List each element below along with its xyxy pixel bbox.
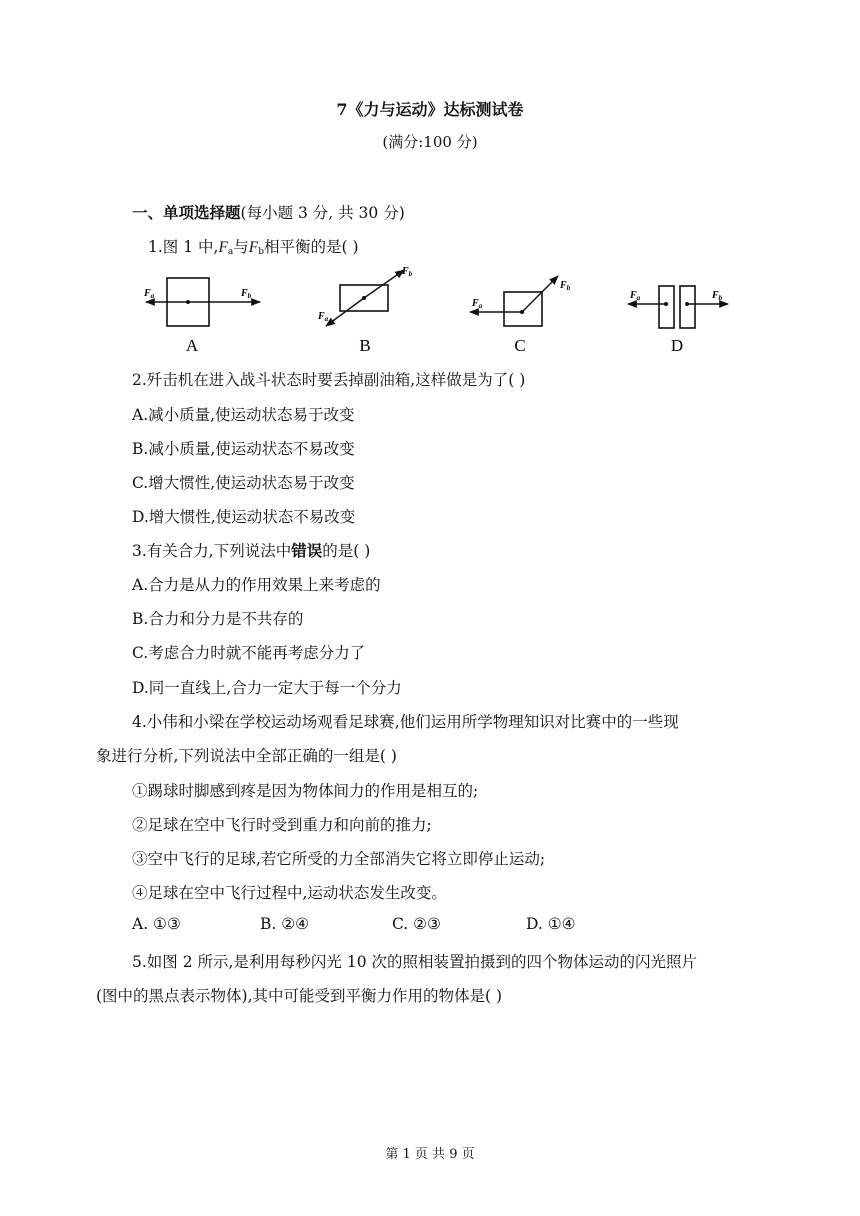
svg-text:Fb: $F_b$ (712, 290, 723, 302)
section-heading-text: 一、单项选择题 (132, 203, 241, 222)
question-2-stem: 2.歼击机在进入战斗状态时要丢掉副油箱,这样做是为了( ) (132, 371, 526, 389)
q3-option-d: D.同一直线上,合力一定大于每一个分力 (132, 679, 402, 697)
figure-label-d: D (670, 336, 684, 355)
q4-statement-2: ②足球在空中飞行时受到重力和向前的推力; (132, 816, 432, 834)
q2-option-c: C.增大惯性,使运动状态易于改变 (132, 474, 355, 492)
q2-option-a: A.减小质量,使运动状态易于改变 (132, 406, 355, 424)
figure-option-c (470, 276, 571, 355)
q2-option-d: D.增大惯性,使运动状态不易改变 (132, 508, 356, 526)
q4-choice-d: D. ①④ (526, 915, 576, 933)
figure-option-a (143, 278, 260, 355)
q3-option-a: A.合力是从力的作用效果上来考虑的 (132, 576, 381, 594)
q3-stem-emphasis: 错误 (291, 541, 323, 560)
question-5-stem-line2: (图中的黑点表示物体),其中可能受到平衡力作用的物体是( ) (96, 987, 503, 1005)
arrow-fb-b (364, 270, 404, 298)
page-footer: 第 1 页 共 9 页 (385, 1147, 475, 1162)
point-a (186, 300, 190, 304)
q1-fa-sub: a (227, 247, 234, 257)
svg-text:Fb: $F_b$ (241, 288, 252, 300)
q3-option-c: C.考虑合力时就不能再考虑分力了 (132, 644, 366, 662)
svg-text:Fb: $F_b$ (402, 266, 413, 278)
q1-fb-sub: b (258, 247, 265, 257)
q4-statement-3: ③空中飞行的足球,若它所受的力全部消失它将立即停止运动; (132, 850, 546, 868)
svg-text:Fa: $F_a$ (144, 288, 155, 300)
question-4-stem-line1: 4.小伟和小梁在学校运动场观看足球赛,他们运用所学物理知识对比赛中的一些现 (132, 713, 679, 731)
page-title: 7《力与运动》达标测试卷 (336, 100, 524, 119)
svg-text:Fa: $F_a$ (630, 290, 641, 302)
section-heading (132, 201, 405, 223)
q4-statement-1: ①踢球时脚感到疼是因为物体间力的作用是相互的; (132, 782, 479, 800)
question-5-stem-line1: 5.如图 2 所示,是利用每秒闪光 10 次的照相装置拍摄到的四个物体运动的闪光照片 (132, 953, 698, 971)
q4-choices (132, 915, 576, 933)
figure-option-d (628, 286, 728, 355)
q3-option-b: B.合力和分力是不共存的 (132, 610, 304, 628)
figure-label-a: A (185, 336, 199, 355)
q1-mid: 与 (233, 238, 249, 256)
q1-fa: F (218, 239, 228, 256)
q2-option-b: B.减小质量,使运动状态不易改变 (132, 440, 355, 458)
svg-text:Fa: $F_a$ (472, 298, 483, 310)
point-d-right (685, 302, 689, 306)
block-d-left (659, 286, 674, 328)
arrow-fa-b (326, 298, 364, 326)
q3-stem-post: 的是( ) (322, 542, 371, 560)
q4-statement-4: ④足球在空中飞行过程中,运动状态发生改变。 (132, 884, 447, 902)
q4-choice-a: A. ①③ (132, 915, 181, 933)
q4-choice-b: B. ②④ (260, 915, 310, 933)
question-3-stem (132, 539, 370, 561)
point-b (362, 296, 366, 300)
q1-fb: F (248, 239, 259, 256)
point-c (520, 310, 524, 314)
question-1-stem (148, 235, 359, 257)
q4-choice-c: C. ②③ (392, 915, 441, 933)
question-4-stem-line2: 象进行分析,下列说法中全部正确的一组是( ) (96, 747, 397, 765)
q3-stem-pre: 3.有关合力,下列说法中 (132, 542, 292, 560)
svg-text:Fb: $F_b$ (560, 280, 571, 292)
q1-prefix: 1.图 1 中, (148, 238, 219, 256)
arrow-fb-c (522, 276, 558, 312)
q1-suffix: 相平衡的是( ) (264, 238, 359, 256)
section-note: (每小题 3 分, 共 30 分) (240, 204, 405, 222)
block-d-right (680, 286, 695, 328)
figure-label-b: B (359, 336, 371, 355)
svg-text:Fa: $F_a$ (318, 311, 329, 323)
force-figure-1 (140, 262, 740, 356)
figure-option-b (317, 266, 413, 355)
figure-label-c: C (514, 336, 526, 355)
point-d-left (664, 302, 668, 306)
page-subtitle: (满分:100 分) (382, 133, 478, 151)
